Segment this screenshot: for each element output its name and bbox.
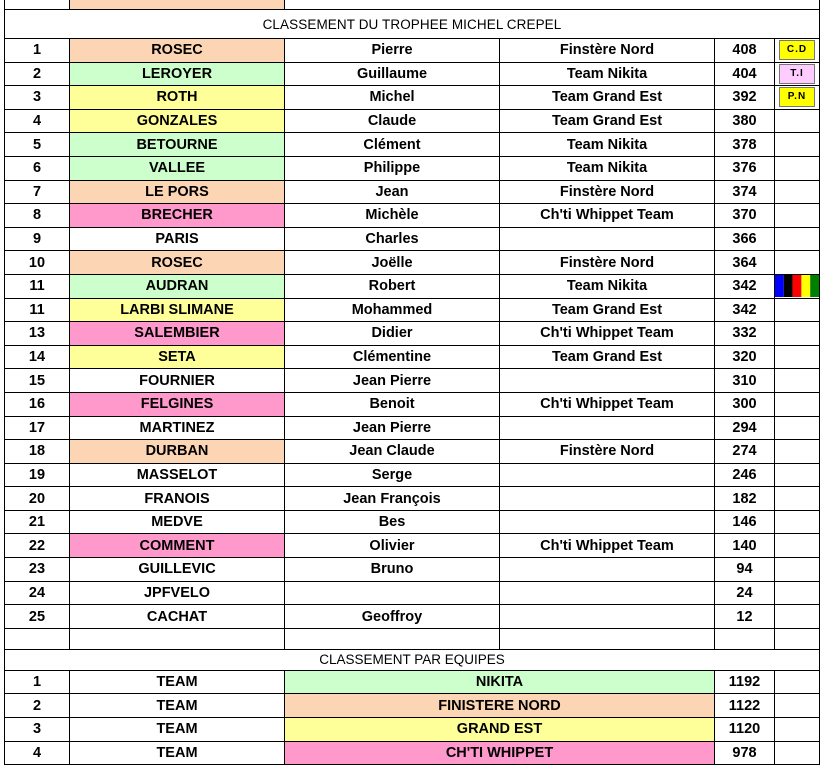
team-cell[interactable]: Team Nikita bbox=[500, 133, 715, 157]
rank-cell[interactable]: 23 bbox=[5, 558, 70, 582]
lastname-cell[interactable]: CACHAT bbox=[70, 605, 285, 629]
lastname-cell[interactable]: VALLEE bbox=[70, 156, 285, 180]
firstname-cell[interactable]: Jean Pierre bbox=[285, 416, 500, 440]
badge-cell[interactable] bbox=[775, 392, 820, 416]
firstname-cell[interactable]: Philippe bbox=[285, 156, 500, 180]
title-row bbox=[5, 10, 820, 39]
ranking-row bbox=[5, 581, 820, 605]
rank-cell[interactable]: 15 bbox=[5, 369, 70, 393]
rank-cell[interactable]: 5 bbox=[5, 133, 70, 157]
badge-cell[interactable] bbox=[775, 39, 820, 63]
team-row bbox=[5, 718, 820, 742]
rank-cell[interactable]: 9 bbox=[5, 227, 70, 251]
team-title-row bbox=[5, 649, 820, 670]
team-name-cell[interactable]: FINISTERE NORD bbox=[285, 694, 715, 718]
team-cell[interactable]: Ch'ti Whippet Team bbox=[500, 204, 715, 228]
team-cell[interactable] bbox=[500, 227, 715, 251]
lastname-cell[interactable]: AUDRAN bbox=[70, 274, 285, 298]
firstname-cell[interactable]: Michel bbox=[285, 86, 500, 110]
rank-cell[interactable]: 21 bbox=[5, 510, 70, 534]
lastname-cell[interactable]: GONZALES bbox=[70, 109, 285, 133]
lastname-cell[interactable]: LEROYER bbox=[70, 62, 285, 86]
team-rank-cell[interactable]: 1 bbox=[5, 670, 70, 694]
team-points-cell[interactable]: 1122 bbox=[715, 694, 775, 718]
badge-cell[interactable] bbox=[775, 440, 820, 464]
lastname-cell[interactable]: MASSELOT bbox=[70, 463, 285, 487]
points-cell[interactable]: 310 bbox=[715, 369, 775, 393]
empty-cell[interactable] bbox=[775, 628, 820, 649]
ranking-row bbox=[5, 274, 820, 298]
lastname-cell[interactable]: COMMENT bbox=[70, 534, 285, 558]
ranking-row bbox=[5, 39, 820, 63]
empty-cell[interactable] bbox=[5, 628, 70, 649]
firstname-cell[interactable]: Bruno bbox=[285, 558, 500, 582]
badge-cell[interactable] bbox=[775, 605, 820, 629]
lastname-cell[interactable]: SALEMBIER bbox=[70, 322, 285, 346]
team-rank-cell[interactable]: 4 bbox=[5, 741, 70, 765]
ranking-row bbox=[5, 86, 820, 110]
badge-cell[interactable] bbox=[775, 180, 820, 204]
badge-label: T.I bbox=[779, 64, 815, 84]
empty-cell[interactable] bbox=[715, 628, 775, 649]
team-cell[interactable]: Finstère Nord bbox=[500, 251, 715, 275]
points-cell[interactable]: 342 bbox=[715, 298, 775, 322]
points-cell[interactable]: 300 bbox=[715, 392, 775, 416]
empty-cell[interactable] bbox=[285, 628, 500, 649]
firstname-cell[interactable]: Geoffroy bbox=[285, 605, 500, 629]
team-cell[interactable]: Team Nikita bbox=[500, 274, 715, 298]
team-label-cell[interactable]: TEAM bbox=[70, 741, 285, 765]
top-spacer-row bbox=[5, 0, 820, 10]
empty-cell[interactable] bbox=[775, 694, 820, 718]
ranking-row bbox=[5, 204, 820, 228]
ranking-row bbox=[5, 156, 820, 180]
lastname-cell[interactable]: ROTH bbox=[70, 86, 285, 110]
ranking-row bbox=[5, 133, 820, 157]
firstname-cell[interactable]: Joëlle bbox=[285, 251, 500, 275]
badge-cell[interactable] bbox=[775, 62, 820, 86]
badge-cell[interactable] bbox=[775, 369, 820, 393]
ranking-row bbox=[5, 109, 820, 133]
firstname-cell[interactable]: Charles bbox=[285, 227, 500, 251]
badge-cell[interactable] bbox=[775, 298, 820, 322]
rank-cell[interactable]: 18 bbox=[5, 440, 70, 464]
empty-cell[interactable] bbox=[775, 741, 820, 765]
ranking-row bbox=[5, 487, 820, 511]
points-cell[interactable]: 332 bbox=[715, 322, 775, 346]
points-cell[interactable]: 364 bbox=[715, 251, 775, 275]
firstname-cell[interactable]: Claude bbox=[285, 109, 500, 133]
lastname-cell[interactable]: PARIS bbox=[70, 227, 285, 251]
ranking-row bbox=[5, 558, 820, 582]
firstname-cell[interactable]: Mohammed bbox=[285, 298, 500, 322]
rank-cell[interactable]: 20 bbox=[5, 487, 70, 511]
spreadsheet bbox=[4, 0, 819, 765]
team-cell[interactable] bbox=[500, 581, 715, 605]
top-fill-cell bbox=[70, 0, 285, 10]
team-name-cell[interactable]: CH'TI WHIPPET bbox=[285, 741, 715, 765]
team-cell[interactable] bbox=[500, 416, 715, 440]
rank-cell[interactable]: 22 bbox=[5, 534, 70, 558]
lastname-cell[interactable]: LE PORS bbox=[70, 180, 285, 204]
team-cell[interactable] bbox=[500, 487, 715, 511]
team-label-cell[interactable]: TEAM bbox=[70, 670, 285, 694]
firstname-cell[interactable]: Didier bbox=[285, 322, 500, 346]
blank-row bbox=[5, 628, 820, 649]
empty-cell[interactable] bbox=[70, 628, 285, 649]
badge-cell[interactable] bbox=[775, 345, 820, 369]
points-cell[interactable]: 392 bbox=[715, 86, 775, 110]
ranking-row bbox=[5, 534, 820, 558]
rank-cell[interactable]: 7 bbox=[5, 180, 70, 204]
team-points-cell[interactable]: 1120 bbox=[715, 718, 775, 742]
team-cell[interactable] bbox=[500, 558, 715, 582]
rank-cell[interactable]: 8 bbox=[5, 204, 70, 228]
ranking-row bbox=[5, 369, 820, 393]
team-cell[interactable] bbox=[500, 463, 715, 487]
lastname-cell[interactable]: ROSEC bbox=[70, 251, 285, 275]
ranking-row bbox=[5, 227, 820, 251]
points-cell[interactable]: 404 bbox=[715, 62, 775, 86]
firstname-cell[interactable]: Jean François bbox=[285, 487, 500, 511]
rank-cell[interactable]: 10 bbox=[5, 251, 70, 275]
firstname-cell[interactable]: Jean Pierre bbox=[285, 369, 500, 393]
rank-cell[interactable]: 11 bbox=[5, 274, 70, 298]
ranking-row bbox=[5, 416, 820, 440]
rank-cell[interactable]: 4 bbox=[5, 109, 70, 133]
points-cell[interactable]: 140 bbox=[715, 534, 775, 558]
firstname-cell[interactable]: Pierre bbox=[285, 39, 500, 63]
badge-cell[interactable] bbox=[775, 86, 820, 110]
points-cell[interactable]: 342 bbox=[715, 274, 775, 298]
badge-cell[interactable] bbox=[775, 510, 820, 534]
ranking-row bbox=[5, 605, 820, 629]
team-row bbox=[5, 694, 820, 718]
empty-cell[interactable] bbox=[775, 718, 820, 742]
lastname-cell[interactable]: FELGINES bbox=[70, 392, 285, 416]
team-cell[interactable]: Ch'ti Whippet Team bbox=[500, 392, 715, 416]
team-cell[interactable]: Team Nikita bbox=[500, 156, 715, 180]
points-cell[interactable]: 320 bbox=[715, 345, 775, 369]
firstname-cell[interactable]: Olivier bbox=[285, 534, 500, 558]
team-cell[interactable] bbox=[500, 605, 715, 629]
rank-cell[interactable]: 1 bbox=[5, 39, 70, 63]
firstname-cell[interactable]: Guillaume bbox=[285, 62, 500, 86]
lastname-cell[interactable]: BETOURNE bbox=[70, 133, 285, 157]
empty-cell[interactable] bbox=[775, 670, 820, 694]
badge-cell[interactable] bbox=[775, 416, 820, 440]
badge-cell[interactable] bbox=[775, 558, 820, 582]
team-rank-cell[interactable]: 3 bbox=[5, 718, 70, 742]
badge-cell[interactable] bbox=[775, 227, 820, 251]
lastname-cell[interactable]: GUILLEVIC bbox=[70, 558, 285, 582]
points-cell[interactable]: 370 bbox=[715, 204, 775, 228]
points-cell[interactable]: 182 bbox=[715, 487, 775, 511]
badge-cell[interactable] bbox=[775, 463, 820, 487]
badge-cell[interactable] bbox=[775, 109, 820, 133]
rank-cell[interactable]: 25 bbox=[5, 605, 70, 629]
team-cell[interactable]: Finstère Nord bbox=[500, 440, 715, 464]
team-label-cell[interactable]: TEAM bbox=[70, 694, 285, 718]
team-cell[interactable]: Team Grand Est bbox=[500, 86, 715, 110]
points-cell[interactable]: 378 bbox=[715, 133, 775, 157]
badge-cell[interactable] bbox=[775, 487, 820, 511]
firstname-cell[interactable]: Robert bbox=[285, 274, 500, 298]
rank-cell[interactable]: 13 bbox=[5, 322, 70, 346]
ranking-row bbox=[5, 345, 820, 369]
firstname-cell[interactable]: Benoit bbox=[285, 392, 500, 416]
team-cell[interactable]: Team Nikita bbox=[500, 62, 715, 86]
ranking-row bbox=[5, 298, 820, 322]
lastname-cell[interactable]: JPFVELO bbox=[70, 581, 285, 605]
firstname-cell[interactable]: Michèle bbox=[285, 204, 500, 228]
badge-cell[interactable] bbox=[775, 156, 820, 180]
badge-cell[interactable] bbox=[775, 534, 820, 558]
points-cell[interactable]: 12 bbox=[715, 605, 775, 629]
rank-cell[interactable]: 6 bbox=[5, 156, 70, 180]
firstname-cell[interactable]: Serge bbox=[285, 463, 500, 487]
team-cell[interactable]: Ch'ti Whippet Team bbox=[500, 534, 715, 558]
team-row bbox=[5, 670, 820, 694]
team-name-cell[interactable]: GRAND EST bbox=[285, 718, 715, 742]
team-rank-cell[interactable]: 2 bbox=[5, 694, 70, 718]
badge-cell[interactable] bbox=[775, 204, 820, 228]
lastname-cell[interactable]: MARTINEZ bbox=[70, 416, 285, 440]
ranking-row bbox=[5, 440, 820, 464]
lastname-cell[interactable]: SETA bbox=[70, 345, 285, 369]
rank-cell[interactable]: 17 bbox=[5, 416, 70, 440]
team-cell[interactable] bbox=[500, 369, 715, 393]
points-cell[interactable]: 246 bbox=[715, 463, 775, 487]
rank-cell[interactable]: 11 bbox=[5, 298, 70, 322]
team-label-cell[interactable]: TEAM bbox=[70, 718, 285, 742]
rank-cell[interactable]: 16 bbox=[5, 392, 70, 416]
firstname-cell[interactable]: Clémentine bbox=[285, 345, 500, 369]
lastname-cell[interactable]: BRECHER bbox=[70, 204, 285, 228]
points-cell[interactable]: 294 bbox=[715, 416, 775, 440]
points-cell[interactable]: 366 bbox=[715, 227, 775, 251]
lastname-cell[interactable]: FOURNIER bbox=[70, 369, 285, 393]
team-cell[interactable]: Finstère Nord bbox=[500, 180, 715, 204]
table-title[interactable]: CLASSEMENT DU TROPHEE MICHEL CREPEL bbox=[5, 10, 820, 39]
badge-cell[interactable] bbox=[775, 274, 820, 298]
badge-cell[interactable] bbox=[775, 581, 820, 605]
rank-cell[interactable]: 3 bbox=[5, 86, 70, 110]
points-cell[interactable]: 408 bbox=[715, 39, 775, 63]
points-cell[interactable]: 146 bbox=[715, 510, 775, 534]
points-cell[interactable]: 376 bbox=[715, 156, 775, 180]
firstname-cell[interactable]: Jean bbox=[285, 180, 500, 204]
team-points-cell[interactable]: 978 bbox=[715, 741, 775, 765]
badge-label: P.N bbox=[779, 87, 815, 107]
rank-cell[interactable]: 24 bbox=[5, 581, 70, 605]
team-cell[interactable]: Finstère Nord bbox=[500, 39, 715, 63]
team-cell[interactable]: Ch'ti Whippet Team bbox=[500, 322, 715, 346]
firstname-cell[interactable]: Jean Claude bbox=[285, 440, 500, 464]
badge-cell[interactable] bbox=[775, 322, 820, 346]
badge-label: C.D bbox=[779, 40, 815, 60]
rank-cell[interactable]: 19 bbox=[5, 463, 70, 487]
ranking-row bbox=[5, 463, 820, 487]
firstname-cell[interactable]: Clément bbox=[285, 133, 500, 157]
lastname-cell[interactable]: FRANOIS bbox=[70, 487, 285, 511]
points-cell[interactable]: 94 bbox=[715, 558, 775, 582]
points-cell[interactable]: 274 bbox=[715, 440, 775, 464]
lastname-cell[interactable]: DURBAN bbox=[70, 440, 285, 464]
team-row bbox=[5, 741, 820, 765]
ranking-row bbox=[5, 180, 820, 204]
points-cell[interactable]: 24 bbox=[715, 581, 775, 605]
points-cell[interactable]: 374 bbox=[715, 180, 775, 204]
ranking-table bbox=[4, 0, 820, 765]
lastname-cell[interactable]: LARBI SLIMANE bbox=[70, 298, 285, 322]
ranking-row bbox=[5, 510, 820, 534]
rank-cell[interactable]: 2 bbox=[5, 62, 70, 86]
team-cell[interactable]: Team Grand Est bbox=[500, 298, 715, 322]
firstname-cell[interactable] bbox=[285, 581, 500, 605]
team-table-title[interactable]: CLASSEMENT PAR EQUIPES bbox=[5, 649, 820, 670]
ranking-row bbox=[5, 62, 820, 86]
team-cell[interactable]: Team Grand Est bbox=[500, 345, 715, 369]
team-points-cell[interactable]: 1192 bbox=[715, 670, 775, 694]
rainbow-stripes-icon bbox=[775, 275, 819, 297]
empty-cell[interactable] bbox=[500, 628, 715, 649]
team-cell[interactable] bbox=[500, 510, 715, 534]
ranking-row bbox=[5, 392, 820, 416]
badge-cell[interactable] bbox=[775, 251, 820, 275]
lastname-cell[interactable]: MEDVE bbox=[70, 510, 285, 534]
firstname-cell[interactable]: Bes bbox=[285, 510, 500, 534]
ranking-row bbox=[5, 322, 820, 346]
team-cell[interactable]: Team Grand Est bbox=[500, 109, 715, 133]
lastname-cell[interactable]: ROSEC bbox=[70, 39, 285, 63]
ranking-row bbox=[5, 251, 820, 275]
team-name-cell[interactable]: NIKITA bbox=[285, 670, 715, 694]
rank-cell[interactable]: 14 bbox=[5, 345, 70, 369]
badge-cell[interactable] bbox=[775, 133, 820, 157]
points-cell[interactable]: 380 bbox=[715, 109, 775, 133]
